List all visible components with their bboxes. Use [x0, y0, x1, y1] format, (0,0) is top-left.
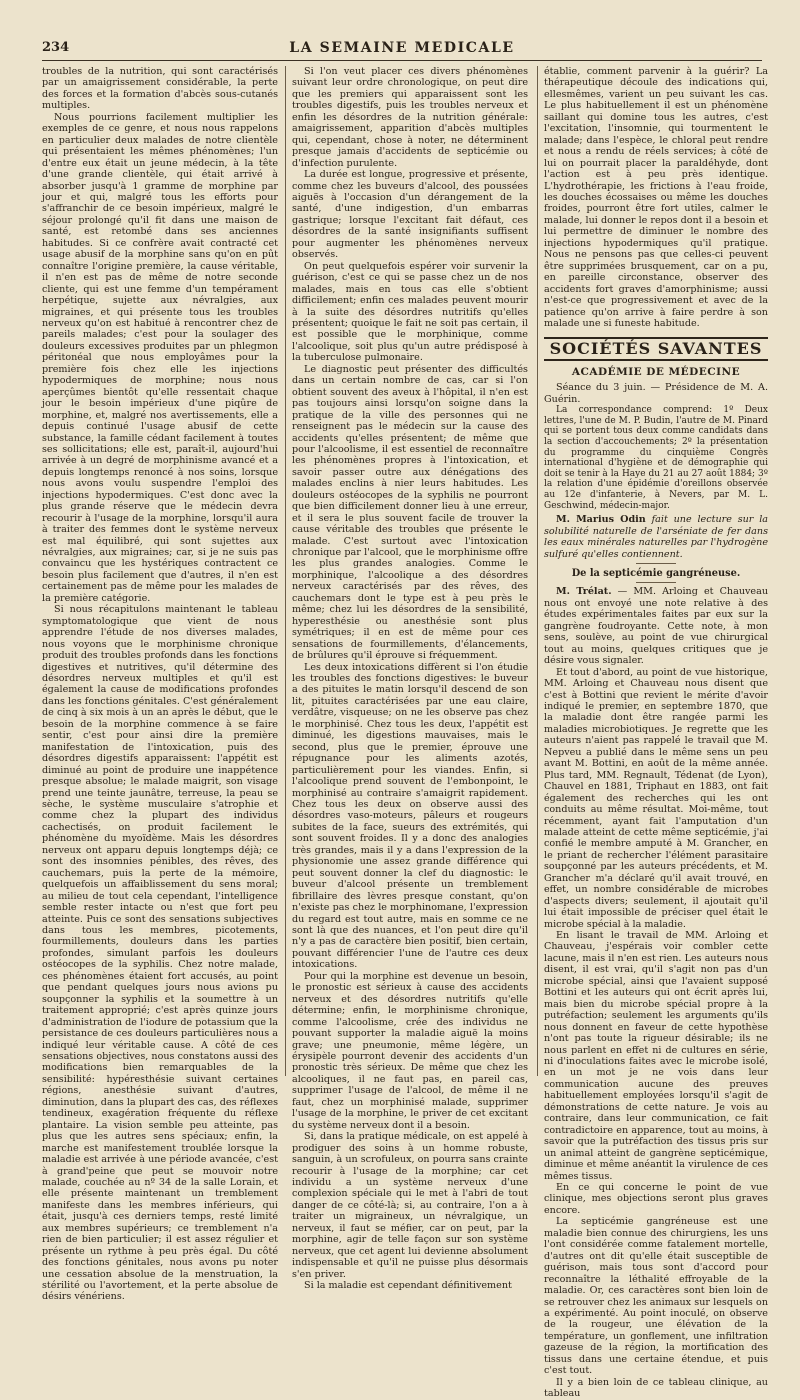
- paragraph: Si, dans la pratique médicale, on est appelé à prodiguer des soins à un homme robuste, sanguin, à un scrofuleux, on pourra sans crainte recourir à l'usage de la morphine; car cet individu a un système nerveux d'une complexion spéciale qui le met à l'abri de tout danger de ce côté-là; si, au contraire, l'on a à traiter un migraineux, un névralgique, un nerveux, il faut se méfier, car on peut, par la morphine, agir de telle façon sur son système nerveux, que cet agent lui devienne absolument indispensable et qu'il ne puisse plus désormais s'en priver.: [292, 1131, 528, 1280]
- academy-heading: ACADÉMIE DE MÉDECINE: [571, 365, 741, 378]
- paragraph: Pour qui la morphine est devenue un besoin, le pronostic est sérieux à cause des accidents nerveux et des désordres nutritifs qu'elle détermine; enfin, le morphinisme chronique, comme l'alcoolisme, crée des individus ne pouvant supporter la maladie aiguë la moins grave; une pneumonie, même légère, un érysipèle pourront devenir des accidents d'un pronostic très sérieux. De même que chez les alcooliques, il ne faut pas, en pareil cas, supprimer l'usage de l'alcool, de même il ne faut, chez un morphinisé malade, supprimer l'usage de la morphine, le priver de cet excitant du système nerveux dont il a besoin.: [292, 970, 528, 1131]
- divider: [636, 582, 676, 583]
- paragraph: Si l'on veut placer ces divers phénomènes suivant leur ordre chronologique, on peut dire que les premiers qui apparaissent sont les troubles digestifs, puis les troubles nerveux et enfin les désordres de la nutrition générale: amaigrissement, apparition d'abcès multiples qui, cependant, chose à noter, ne déterminent presque jamais d'accidents de septicémie ou d'infection purulente.: [292, 66, 528, 169]
- running-title: LA SEMAINE MEDICALE: [289, 40, 515, 56]
- paragraph: Si nous récapitulons maintenant le tableau symptomatologique que vient de nous apprendre l'étude de nos diverses malades, nous voyons que le morphinisme chronique produit des troubles profonds dans les fonctions digestives et nutritives, qu'il détermine des désordres nerveux multiples et qu'il est également la cause de modifications profondes dans les fonctions génitales. C'est généralement de cinq à six mois à un an après le début, que le besoin de la morphine commence à se faire sentir, c'est pour ainsi dire la première manifestation de l'intoxication, puis des désordres digestifs apparaissent: l'appétit est diminué au point de produire une inappétence presque absolue; le malade maigrit, son visage prend une teinte jaunâtre, terreuse, la peau se sèche, le système musculaire s'atrophie et comme chez la plupart des individus cachectisés, on produit facilement le phénomène du myoïdème. Mais les désordres nerveux ont apparu depuis longtemps déjà; ce sont des insomnies pénibles, des rêves, des cauchemars, puis la perte de la mémoire, quelquefois un affaiblissement du sens moral; au milieu de tout cela cependant, l'intelligence semble rester intacte ou n'est que fort peu atteinte. Puis ce sont des sensations subjectives dans tous les membres, picotements, fourmillements, douleurs dans les parties profondes, simulant parfois les douleurs ostéocopes de la syphilis. Chez notre malade, ces phénomènes étaient fort accusés, au point que pendant quelques jours nous avions pu soupçonner la syphilis et la soumettre à un traitement approprié; c'est après quinze jours d'administration de l'iodure de potassium que la persistance de ces douleurs particulières nous a indiqué leur véritable cause. A côté de ces sensations objectives, nous constatons aussi des modifications bien remarquables de la sensibilité: hypéresthésie suivant certaines régions, anesthésie suivant d'autres, diminution, dans la plupart des cas, des réflexes tendineux, exagération fréquente du réflexe plantaire. La vision semble peu atteinte, pas plus que les autres sens spéciaux; enfin, la marche est manifestement troublée lorsque la maladie est arrivée à une période avancée, c'est à grand'peine que peut se mouvoir notre malade, couchée au nº 34 de la salle Lorain, et elle présente maintenant un tremblement manifeste dans les membres inférieurs, qui était, jusqu'à ces derniers temps, resté limité aux membres supérieurs; ce tremblement n'a rien de bien particulier; il est assez régulier et présente un rythme à peu près égal. Du côté des fonctions génitales, nous avons pu noter une cessation absolue de la menstruation, la stérilité ou l'avortement, et la perte absolue de désirs vénériens.: [42, 604, 278, 1303]
- speaker-name: M. Marius Odin: [556, 514, 646, 526]
- paragraph: Il y a bien loin de ce tableau clinique, au tableau: [544, 1376, 768, 1400]
- paragraph: La septicémie gangréneuse est une maladie bien connue des chirurgiens, les uns l'ont considérée comme fatalement mortelle, d'autres ont dit qu'elle était susceptible de guérison, mais tous sont d'accord pour reconnaître la léthalité effroyable de la maladie. Or, ces caractères sont bien loin de se retrouver chez les animaux sur lesquels on a expérimenté. Au point inoculé, on observe de la rougeur, une élévation de la température, un gonflement, une infiltration gazeuse de la région, la mortification des tissus dans une certaine étendue, et puis c'est tout.: [544, 1216, 768, 1377]
- column-left: [42, 66, 278, 1303]
- column-divider: [285, 66, 286, 1076]
- paragraph: établie, comment parvenir à la guérir? La thérapeutique découle des indications qui, ellesmêmes, varient un peu suivant les cas. Le plus habituellement il est un phénomène saillant qui domine tous les autres, c'est l'excitation, l'insomnie, qui tourmentent le malade; dans l'espèce, le chloral peut rendre et nous a rendu de réels services; à côté de lui on pourrait placer la paraldéhyde, dont l'action est à peu près identique. L'hydrothérapie, les frictions à l'eau froide, les douches écossaises ou même les douches froides, pourront être fort utiles, calmer le malade, lui donner le repos dont il a besoin et lui permettre de diminuer le nombre des injections hypodermiques qu'il pratique. Nous ne pensons pas que celles-ci peuvent être supprimées brusquement, car on a pu, en pareille circonstance, observer des accidents fort graves d'amorphinisme; aussi n'est-ce que progressivement et avec de la patience qu'on arrive à faire perdre à son malade une si funeste habitude.: [544, 66, 768, 329]
- paragraph: troubles de la nutrition, qui sont caractérisés par un amaigrissement considérable, la perte des forces et la formation d'abcès sous-cutanés multiples.: [42, 66, 278, 112]
- paragraph-text: — MM. Arloing et Chauveau nous ont envoyé une note relative à des études expérimentales faites par eux sur la gangrène foudroyante. Cette note, à mon sens, soulève, au point de vue chirurgical tout au moins, quelques critiques que je désire vous signaler.: [544, 586, 768, 667]
- divider: [636, 563, 676, 564]
- paragraph: La durée est longue, progressive et présente, comme chez les buveurs d'alcool, des poussées aiguës à l'occasion d'un dérangement de la santé, d'une indigestion, d'un embarras gastrique; lorsque l'excitant fait défaut, ces désordres de la santé insignifiants suffisent pour augmenter les phénomènes nerveux observés.: [292, 169, 528, 261]
- paragraph: On peut quelquefois espérer voir survenir la guérison, c'est ce qui se passe chez un de nos malades, mais en tous cas elle s'obtient difficilement; enfin ces malades peuvent mourir à la suite des désordres nutritifs qu'elles présentent; quoique le fait ne soit pas certain, il est possible que le morphinique, comme l'alcoolique, soit plus qu'un autre prédisposé à la tuberculose pulmonaire.: [292, 260, 528, 364]
- page-number: 234: [42, 40, 70, 55]
- subheading: De la septicémie gangréneuse.: [571, 567, 741, 579]
- paragraph: Si la maladie est cependant définitivement: [304, 1280, 512, 1292]
- paragraph: Et tout d'abord, au point de vue historique, MM. Arloing et Chauveau nous disent que c'est à Bottini que revient le mérite d'avoir indiqué le premier, en septembre 1870, que la maladie dont être rangée parmi les maladies microbiotiques. Je regrette que les auteurs n'aient pas rappelé le travail que M. Nepveu a publié dans le même sens un peu avant M. Bottini, en août de la même année. Plus tard, MM. Regnault, Tédenat (de Lyon), Chauvel en 1881, Triphaut en 1883, ont fait également des recherches qui les ont conduits au même résultat. Moi-même, tout récemment, ayant fait l'amputation d'un malade atteint de cette même septicémie, j'ai confié le membre amputé à M. Grancher, en le priant de rechercher l'élément parasitaire soupçonné par les auteurs précédents, et M. Grancher m'a déclaré qu'il avait trouvé, en effet, un nombre considérable de microbes d'aspects divers; seulement, il ajoutait qu'il lui était impossible de préciser quel était le microbe spécial à la maladie.: [544, 666, 768, 930]
- paragraph-text: fait une lecture sur la solubilité naturelle de l'arséniate de fer dans les eaux minérales naturelles par l'hydrogène sulfuré qu'elles contiennent.: [544, 514, 768, 560]
- trelat-paragraph: [544, 586, 768, 666]
- section-title: SOCIÉTÉS SAVANTES: [544, 337, 768, 360]
- paragraph: Le diagnostic peut présenter des difficultés dans un certain nombre de cas, car si l'on obtient souvent des aveux à l'hôpital, il n'en est pas toujours ainsi lorsqu'on soigne dans la pratique de la ville des personnes qui ne renseignent pas le médecin sur la cause des accidents qu'elles présentent; de même que pour l'alcoolisme, il est essentiel de reconnaître les phénomènes propres à l'intoxication, et savoir passer outre aux dénégations des malades enclins à nier leurs habitudes. Les douleurs ostéocopes de la syphilis ne pourront que bien difficilement donner lieu à une erreur, et il sera le plus souvent facile de trouver la cause véritable des troubles que présente le malade. C'est surtout avec l'intoxication chronique par l'alcool, que le morphinisme offre les plus grandes analogies. Comme le morphinique, l'alcoolique a des désordres nerveux caractérisés par des rêves, des cauchemars dont le type est à peu près le même; chez lui les désordres de la sensibilité, hyperesthésie ou anesthésie sont plus symétriques; il en est de même pour ces sensations de fourmillements, d'élancements, de brûlures qu'il éprouve si fréquemment.: [292, 363, 528, 662]
- session-line: Séance du 3 juin. — Présidence de M. A. Guérin.: [544, 382, 768, 405]
- header-rule: [42, 60, 762, 61]
- page-header: [42, 40, 762, 62]
- odin-paragraph: [544, 514, 768, 560]
- column-divider: [537, 66, 538, 1076]
- column-right: [544, 66, 768, 1400]
- paragraph: En ce qui concerne le point de vue clinique, mes objections seront plus graves encore.: [544, 1182, 768, 1216]
- paragraph: Les deux intoxications diffèrent si l'on étudie les troubles des fonctions digestives: le buveur a des pituites le matin lorsqu'il descend de son lit, pituites caractérisées par une eau claire, verdâtre, visqueuse; on ne les observe pas chez le morphinisé. Chez tous les deux, l'appétit est diminué, les digestions mauvaises, mais le second, plus que le premier, éprouve une répugnance pour les aliments azotés, particulièrement pour les viandes. Enfin, si l'alcoolique prend souvent de l'embonpoint, le morphinisé au contraire s'amaigrit rapidement. Chez tous les deux on observe aussi des désordres vaso-moteurs, pâleurs et rougeurs subites de la face, sueurs des extrémités, qui sont souvent froides. Il y a donc des analogies très grandes, mais il y a dans l'expression de la physionomie une assez grande différence qui peut souvent donner la clef du diagnostic: le buveur d'alcool présente un tremblement fibrillaire des lèvres presque constant, qu'on n'existe pas chez le morphinomane, l'expression du regard est tout autre, mais en somme ce ne sont là que des nuances, et l'on peut dire qu'il n'y a pas de caractère bien positif, bien certain, pouvant différencier l'une de l'autre ces deux intoxications.: [292, 661, 528, 971]
- paragraph: En lisant le travail de MM. Arloing et Chauveau, j'espérais voir combler cette lacune, mais il n'en est rien. Les auteurs nous disent, il est vrai, qu'il s'agit non pas d'un microbe spécial, ainsi que l'avaient supposé Bottini et les auteurs qui ont écrit après lui, mais bien du microbe spécial propre à la putréfaction; seulement les arguments qu'ils nous donnent en faveur de cette hypothèse n'ont pas toute la rigueur désirable; ils ne nous parlent en effet ni de cultures en série, ni d'inoculations faites avec le microbe isolé, en un mot je ne vois dans leur communication aucune des preuves habituellement employées lorsqu'il s'agit de démonstrations de cette nature. Je vois au contraire, dans leur communication, ce fait contradictoire en apparence, tout au moins, à savoir que la putréfaction des tissus pris sur un animal atteint de gangrène septicémique, diminue et même anéantit la virulence de ces mêmes tissus.: [544, 930, 768, 1182]
- paragraph: Nous pourrions facilement multiplier les exemples de ce genre, et nous nous rappelons en particulier deux malades de notre clientèle qui présentaient les mêmes phénomènes; l'un d'entre eux était un jeune médecin, à la tête d'une grande clientèle, qui était arrivé à absorber jusqu'à 1 gramme de morphine par jour et qui, malgré tous les efforts pour s'affranchir de ce besoin impérieux, malgré le séjour prolongé qu'il fit dans une maison de santé, est retombé dans ses anciennes habitudes. Si ce confrère avait contracté cet usage abusif de la morphine sans qu'on en pût connaître l'origine première, la cause véritable, il n'en est pas de même de notre seconde cliente, qui est une femme d'un tempérament herpétique, sujette aux névralgies, aux migraines, et qui présente tous les troubles nerveux qu'on est habitué à rencontrer chez de pareils malades; c'est pour la soulager des douleurs excessives produites par un phlegmon péritonéal que nous employâmes pour la première fois chez elle les injections hypodermiques de morphine; nous nous aperçûmes bientôt qu'elle ressentait chaque jour le besoin impérieux d'une piqûre de morphine, et, malgré nos avertissements, elle a depuis continué l'usage abusif de cette substance, la famille cédant facilement à toutes ses sollicitations; elle est, paraît-il, aujourd'hui arrivée à un degré de morphinisme avancé et a depuis longtemps renoncé à nos soins, lorsque nous avons voulu suspendre l'emploi des injections hypodermiques. C'est donc avec la plus grande réserve que le médecin devra recourir à l'usage de la morphine, lorsqu'il aura à traiter des femmes dont le système nerveux est mal équilibré, qui sont sujettes aux névralgies, aux migraines; car, si je ne suis pas convaincu que les hystériques contractent ce besoin plus facilement que d'autres, il n'en est certainement pas de même pour les malades de la première catégorie.: [42, 111, 278, 604]
- column-middle: [292, 66, 528, 1292]
- speaker-name: M. Trélat.: [556, 586, 612, 598]
- correspondence-paragraph: La correspondance comprend: 1º Deux lettres, l'une de M. P. Budin, l'autre de M. Pinard qui se portent tous deux comme candidats dans la section d'accouchements; 2º la présentation du programme du cinquième Congrès international d'hygiène et de démographie qui doit se tenir à la Haye du 21 au 27 août 1884; 3º la relation d'une épidémie d'oreillons observée au 12e d'infanterie, à Nevers, par M. L. Geschwind, médecin-major.: [544, 405, 768, 511]
